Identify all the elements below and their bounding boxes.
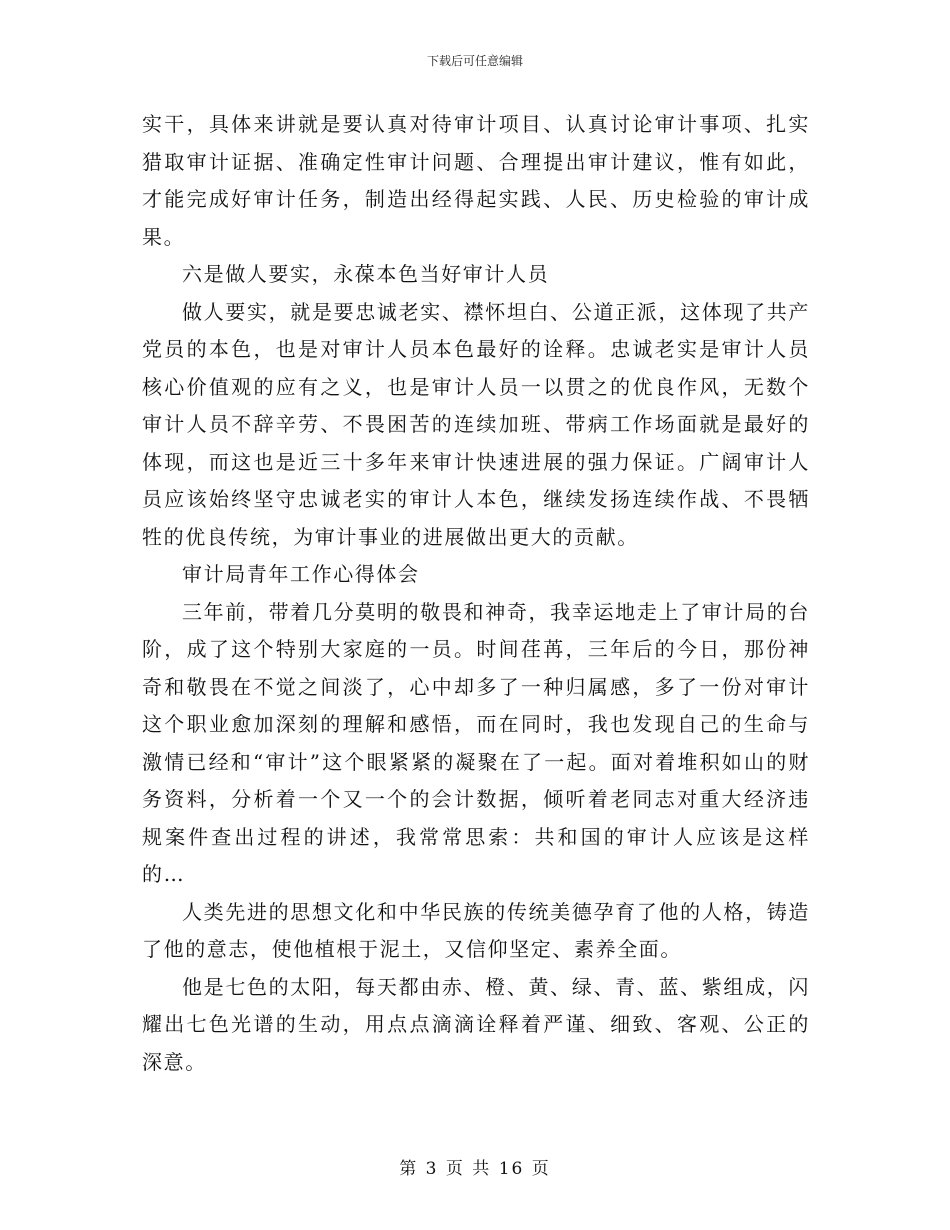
paragraph-2: 做人要实，就是要忠诚老实、襟怀坦白、公道正派，这体现了共产党员的本色，也是对审计人员本色最好的诠释。忠诚老实是审计人员核心价值观的应有之义，也是审计人员一以贯之的优良作风，无数个审计人员不辞辛劳、不畏困苦的连续加班、带病工作场面就是最好的体现，而这也是近三十多年来审计快速进展的强力保证。广阔审计人员应该始终坚守忠诚老实的审计人本色，继续发扬连续作战、不畏牺牲的优良传统，为审计事业的进展做出更大的贡献。	[142, 299, 810, 549]
paragraph-1: 实干，具体来讲就是要认真对待审计项目、认真讨论审计事项、扎实猎取审计证据、准确定性审计问题、合理提出审计建议，惟有如此，才能完成好审计任务，制造出经得起实践、人民、历史检验的审计成果。	[142, 112, 810, 249]
paragraph-4: 人类先进的思想文化和中华民族的传统美德孕育了他的人格，铸造了他的意志，使他植根于泥土，又信仰坚定、素养全面。	[142, 899, 810, 961]
document-body	[142, 106, 810, 1081]
paragraph-5: 他是七色的太阳，每天都由赤、橙、黄、绿、青、蓝、紫组成，闪耀出七色光谱的生动，用点点滴滴诠释着严谨、细致、客观、公正的深意。	[142, 974, 810, 1074]
section-heading-six: 六是做人要实，永葆本色当好审计人员	[182, 262, 550, 286]
page-number: 第 3 页 共 16 页	[399, 1159, 551, 1179]
paragraph-3: 三年前，带着几分莫明的敬畏和神奇，我幸运地走上了审计局的台阶，成了这个特别大家庭的一员。时间荏苒，三年后的今日，那份神奇和敬畏在不觉之间淡了，心中却多了一种归属感，多了一份对审计这个职业愈加深刻的理解和感悟，而在同时，我也发现自己的生命与激情已经和“审计”这个眼紧紧的凝聚在了一起。面对着堆积如山的财务资料，分析着一个又一个的会计数据，倾听着老同志对重大经济违规案件查出过程的讲述，我常常思索：共和国的审计人应该是这样的…	[142, 599, 810, 886]
article-title: 审计局青年工作心得体会	[182, 562, 420, 586]
page-header: 下载后可任意编辑	[426, 54, 523, 68]
